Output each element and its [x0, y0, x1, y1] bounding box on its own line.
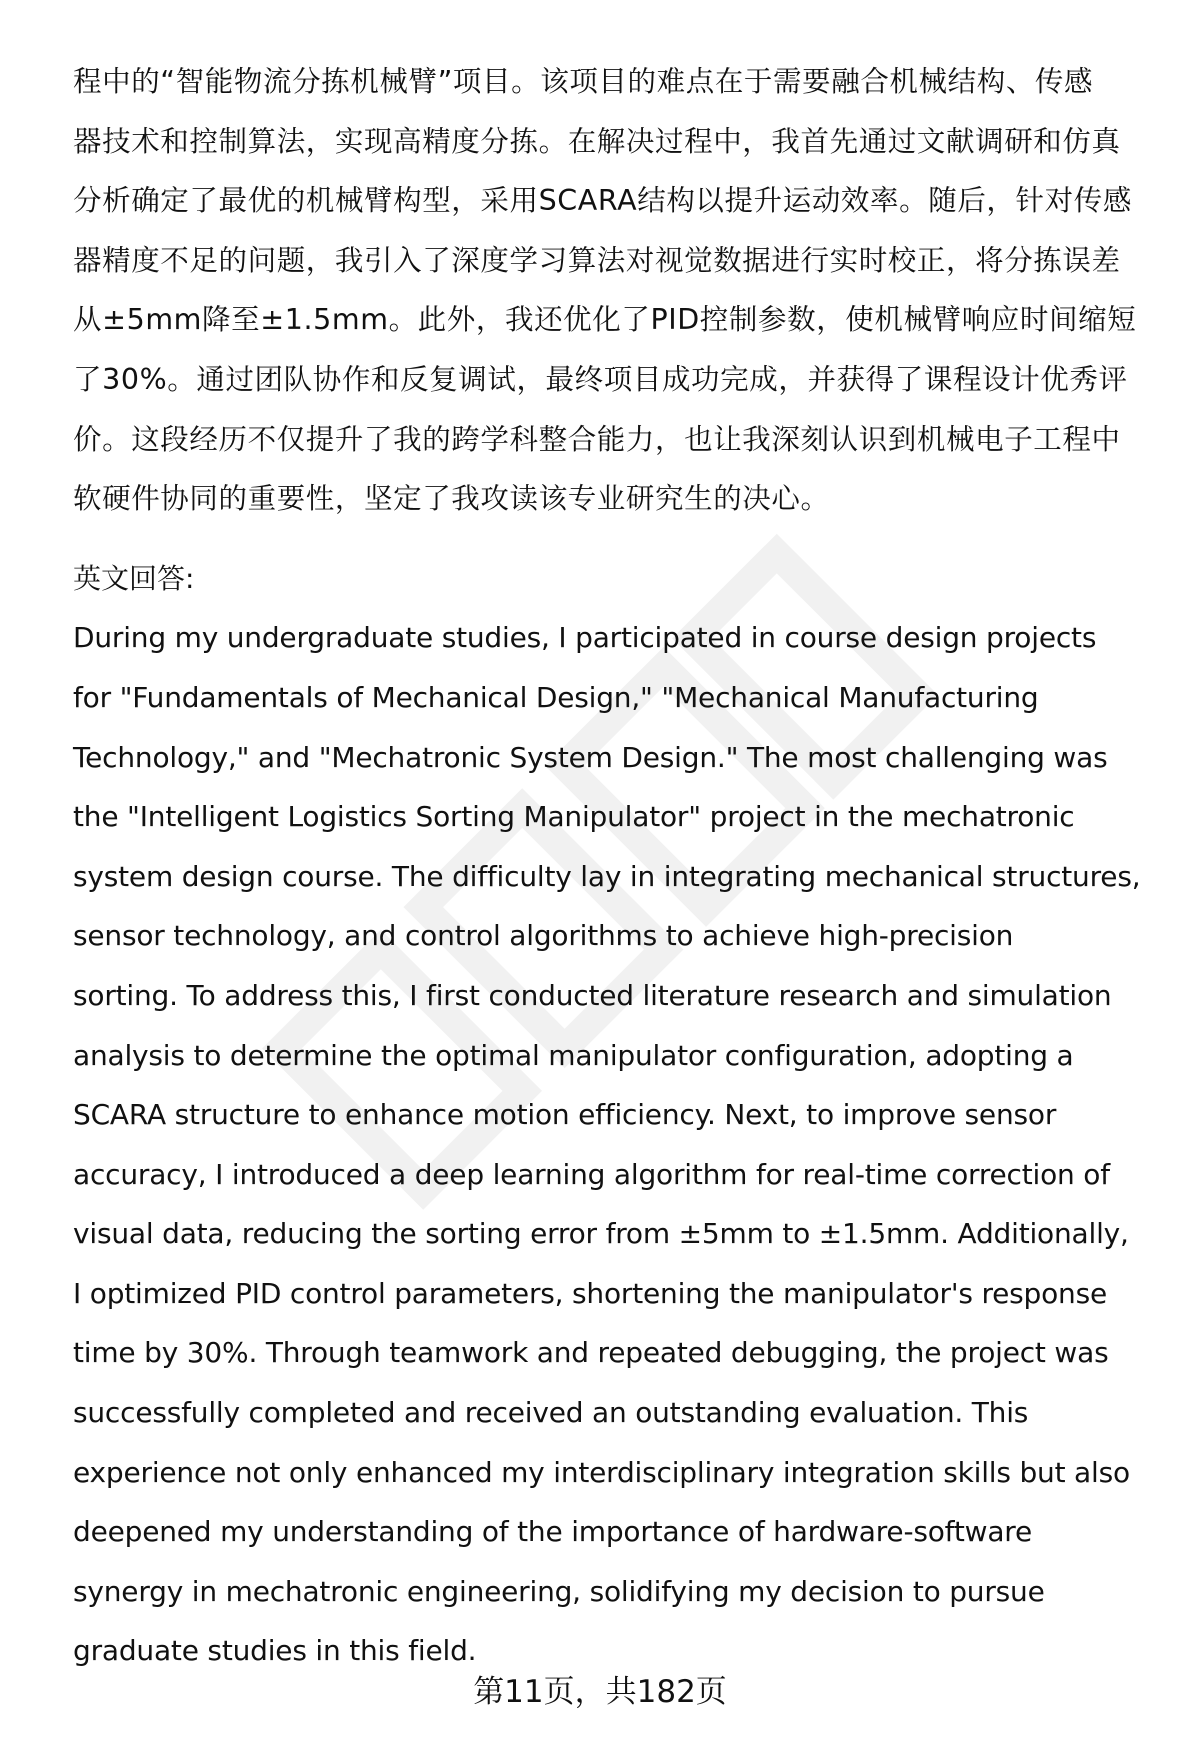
text-line: synergy in mechatronic engineering, solidifying my decision to pursue	[73, 1574, 1045, 1608]
text-line: deepened my understanding of the importance of hardware-software	[73, 1515, 1032, 1549]
page-indicator: 第11页，共182页	[473, 1674, 727, 1710]
text-line: 程中的“智能物流分拣机械臂”项目。该项目的难点在于需要融合机械结构、传感	[73, 65, 1094, 98]
text-line: the "Intelligent Logistics Sorting Manipulator" project in the mechatronic	[73, 800, 1075, 834]
text-line: system design course. The difficulty lay in integrating mechanical structures,	[73, 859, 1141, 893]
text-line: 器技术和控制算法，实现高精度分拣。在解决过程中，我首先通过文献调研和仿真	[73, 124, 1121, 158]
text-line: Technology," and "Mechatronic System Design." The most challenging was	[73, 740, 1108, 774]
text-line: time by 30%. Through teamwork and repeated debugging, the project was	[73, 1336, 1109, 1370]
text-line: During my undergraduate studies, I participated in course design projects	[73, 621, 1097, 655]
document-body	[73, 52, 1163, 1681]
english-answer-label: 英文回答:	[73, 561, 195, 595]
text-line: experience not only enhanced my interdisciplinary integration skills but also	[73, 1455, 1130, 1489]
chinese-answer	[73, 52, 1163, 529]
text-line: 价。这段经历不仅提升了我的跨学科整合能力，也让我深刻认识到机械电子工程中	[73, 422, 1121, 456]
text-line: visual data, reducing the sorting error from ±5mm to ±1.5mm. Additionally,	[73, 1217, 1129, 1251]
text-line: successfully completed and received an outstanding evaluation. This	[73, 1396, 1029, 1430]
text-line: 了30%。通过团队协作和反复调试，最终项目成功完成，并获得了课程设计优秀评	[73, 362, 1128, 396]
text-line: I optimized PID control parameters, shortening the manipulator's response	[73, 1276, 1108, 1310]
text-line: 软硬件协同的重要性，坚定了我攻读该专业研究生的决心。	[73, 482, 830, 516]
text-line: for "Fundamentals of Mechanical Design," "Mechanical Manufacturing	[73, 680, 1039, 714]
english-answer	[73, 608, 1163, 1681]
text-line: SCARA structure to enhance motion efficiency. Next, to improve sensor	[73, 1098, 1057, 1132]
text-line: 分析确定了最优的机械臂构型，采用SCARA结构以提升运动效率。随后，针对传感	[73, 184, 1132, 218]
text-line: analysis to determine the optimal manipulator configuration, adopting a	[73, 1038, 1074, 1072]
text-line: 器精度不足的问题，我引入了深度学习算法对视觉数据进行实时校正，将分拣误差	[73, 243, 1121, 277]
text-line: sensor technology, and control algorithms to achieve high-precision	[73, 919, 1014, 953]
text-line: sorting. To address this, I first conducted literature research and simulation	[73, 978, 1112, 1012]
text-line: accuracy, I introduced a deep learning algorithm for real-time correction of	[73, 1157, 1110, 1191]
text-line: graduate studies in this field.	[73, 1634, 477, 1668]
text-line: 从±5mm降至±1.5mm。此外，我还优化了PID控制参数，使机械臂响应时间缩短	[73, 303, 1137, 337]
